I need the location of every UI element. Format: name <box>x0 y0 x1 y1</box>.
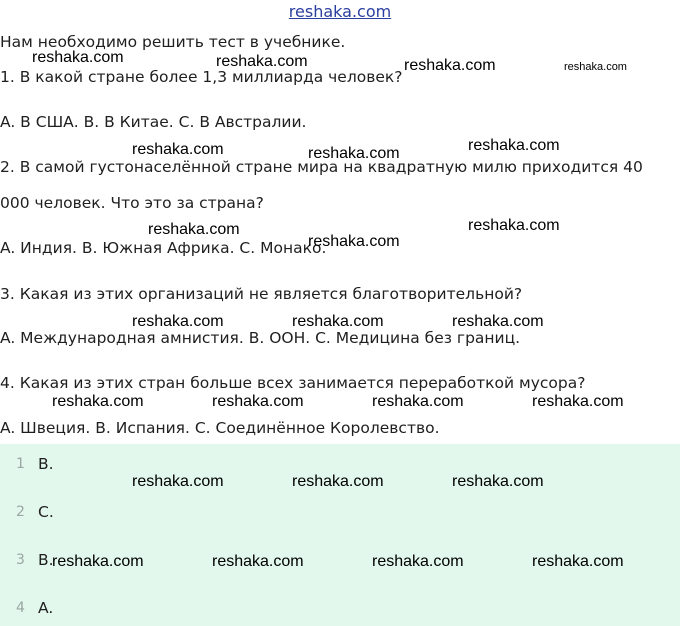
watermark: reshaka.com <box>52 393 144 410</box>
answer-number: 4 <box>16 600 25 616</box>
question-4: 4. Какая из этих стран больше всех занимается переработкой мусора? <box>0 374 586 392</box>
watermark: reshaka.com <box>372 553 464 570</box>
watermark: reshaka.com <box>292 313 384 330</box>
answer-number: 3 <box>16 552 25 568</box>
answers-panel <box>0 444 680 626</box>
answer-number: 2 <box>16 504 25 520</box>
watermark: reshaka.com <box>532 553 624 570</box>
answer-value: A. <box>38 599 54 617</box>
watermark: reshaka.com <box>308 233 400 250</box>
watermark: reshaka.com <box>132 473 224 490</box>
watermark: reshaka.com <box>212 393 304 410</box>
question-4-options: A. Швеция. B. Испания. C. Соединённое Королевство. <box>0 419 440 437</box>
question-1: 1. В какой стране более 1,3 миллиарда человек? <box>0 68 403 86</box>
question-1-options: A. В США. B. В Китае. C. В Австралии. <box>0 113 307 131</box>
watermark: reshaka.com <box>292 473 384 490</box>
watermark: reshaka.com <box>468 217 560 234</box>
watermark: reshaka.com <box>32 49 124 66</box>
watermark: reshaka.com <box>468 137 560 154</box>
watermark: reshaka.com <box>532 393 624 410</box>
watermark: reshaka.com <box>52 553 144 570</box>
question-2-line-1: 2. В самой густонаселённой стране мира на квадратную милю приходится 40 <box>0 158 643 176</box>
site-header-link[interactable]: reshaka.com <box>288 2 392 21</box>
question-2-options: A. Индия. B. Южная Африка. C. Монако. <box>0 239 327 257</box>
answer-value: B. <box>38 551 54 569</box>
question-3: 3. Какая из этих организаций не является благотворительной? <box>0 285 523 303</box>
watermark: reshaka.com <box>452 473 544 490</box>
watermark: reshaka.com <box>212 553 304 570</box>
watermark: reshaka.com <box>372 393 464 410</box>
watermark: reshaka.com <box>564 61 627 73</box>
answer-value: B. <box>38 455 54 473</box>
watermark: reshaka.com <box>132 141 224 158</box>
watermark: reshaka.com <box>132 313 224 330</box>
answer-value: C. <box>38 503 54 521</box>
question-2-line-2: 000 человек. Что это за страна? <box>0 194 264 212</box>
intro-text: Нам необходимо решить тест в учебнике. <box>0 33 346 51</box>
watermark: reshaka.com <box>216 53 308 70</box>
watermark: reshaka.com <box>452 313 544 330</box>
watermark: reshaka.com <box>308 145 400 162</box>
question-3-options: A. Международная амнистия. B. ООН. C. Медицина без границ. <box>0 329 521 347</box>
answer-number: 1 <box>16 456 25 472</box>
watermark: reshaka.com <box>404 57 496 74</box>
watermark: reshaka.com <box>148 221 240 238</box>
